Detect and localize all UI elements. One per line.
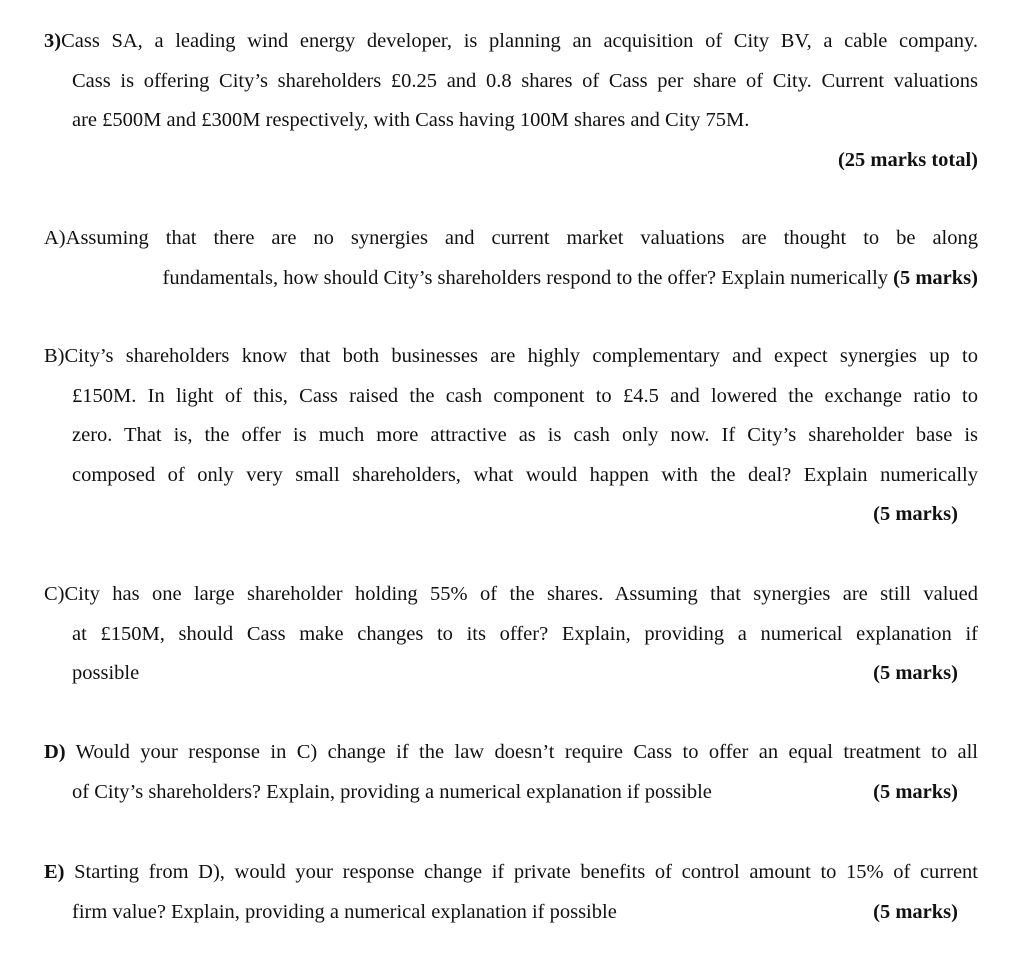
intro-line-1: 3)Cass SA, a leading wind energy developer, is planning an acquisition of City BV, a cable company. [44,30,978,52]
intro-line-2: Cass is offering City’s shareholders £0.25 and 0.8 shares of Cass per share of City. Current valuations [72,69,978,92]
part-e-line-1: E) Starting from D), would your response change if private benefits of control amount to 15% of current [44,861,978,883]
part-c-line-1: C)City has one large shareholder holding 55% of the shares. Assuming that synergies are still valued [44,583,978,605]
part-c-label: C) [44,583,65,605]
part-b-marks: (5 marks) [873,503,958,525]
part-c-line-2: at £150M, should Cass make changes to its offer? Explain, providing a numerical explanation if [72,622,978,645]
part-d-label: D) [44,741,66,763]
part-d-marks: (5 marks) [873,780,958,803]
part-e-label: E) [44,861,65,883]
part-b [44,337,978,535]
question-intro [44,22,978,180]
part-e-line-2: (5 marks) firm value? Explain, providing a numerical explanation if possible [44,893,978,933]
total-marks: (25 marks total) [837,148,978,171]
part-b-label: B) [44,345,65,367]
part-c-line-3: (5 marks) possible [44,654,978,694]
question-number: 3) [44,30,62,52]
part-b-line-1: B)City’s shareholders know that both businesses are highly complementary and expect synergies up to [44,345,978,367]
part-d-line-2: (5 marks) of City’s shareholders? Explain, providing a numerical explanation if possible [44,773,978,813]
intro-line-3: are £500M and £300M respectively, with Cass having 100M shares and City 75M. [72,109,750,131]
part-d-line-1: D) Would your response in C) change if the law doesn’t require Cass to offer an equal treatment to all [44,741,978,763]
part-a-marks: (5 marks) [893,266,978,289]
part-e [44,853,978,932]
part-a-label: A) [44,227,66,249]
part-b-line-3: zero. That is, the offer is much more attractive as is cash only now. If City’s shareholder base is [72,424,978,446]
part-c-marks: (5 marks) [873,662,958,684]
part-a-line-2: fundamentals, how should City’s shareholders respond to the offer? Explain numerically (5 marks) [162,266,978,289]
part-d [44,733,978,812]
part-a [44,219,978,298]
part-a-line-1: A)Assuming that there are no synergies and current market valuations are thought to be along [44,227,978,249]
part-b-line-2: £150M. In light of this, Cass raised the cash component to £4.5 and lowered the exchange ratio to [72,384,978,407]
part-e-marks: (5 marks) [873,900,958,923]
part-c [44,575,978,694]
part-b-line-4: composed of only very small shareholders, what would happen with the deal? Explain numerically [72,463,978,486]
